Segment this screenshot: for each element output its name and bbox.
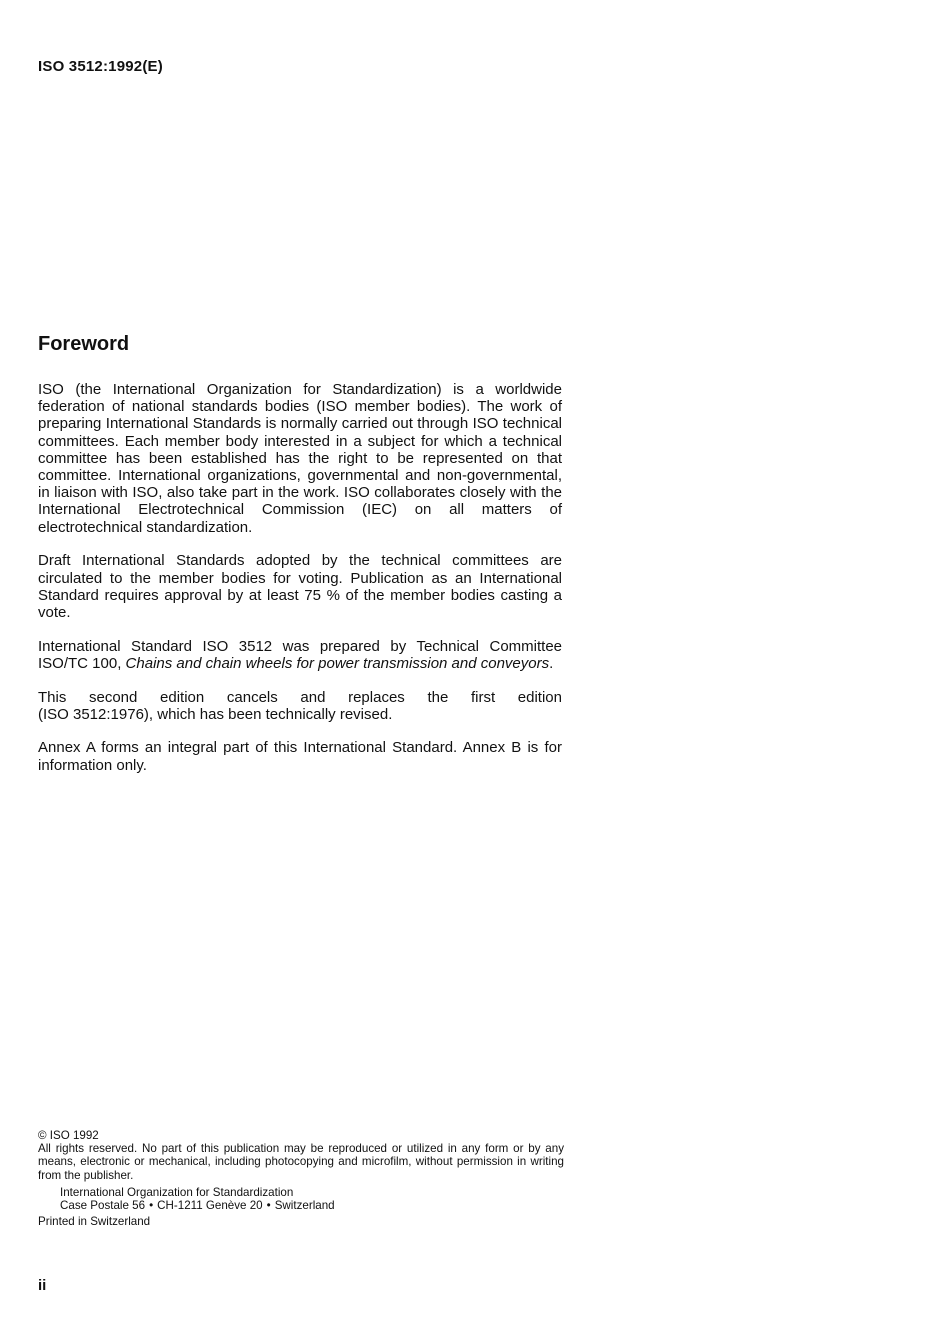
paragraph-4-line-2: (ISO 3512:1976), which has been technically revised.	[38, 705, 393, 723]
paragraph-3-text: International Standard ISO 3512 was prepared by Technical Committee ISO/TC 100,	[38, 637, 562, 672]
bullet-separator: •	[149, 1199, 154, 1213]
paragraph-4-line-1: This second edition cancels and replaces the first edition	[38, 688, 562, 706]
committee-title: Chains and chain wheels for power transmission and conveyors	[125, 654, 550, 672]
paragraph-3-end: .	[549, 654, 554, 672]
foreword-heading: Foreword	[38, 333, 130, 355]
address-postbox: Case Postale 56	[60, 1199, 146, 1213]
copyright-block	[38, 1129, 564, 1228]
document-id: ISO 3512:1992(E)	[38, 58, 163, 75]
copyright-notice: All rights reserved. No part of this publication may be reproduced or utilized in any form or by any means, electronic or mechanical, including photocopying and microfilm, without permission in writing from the publisher.	[38, 1142, 564, 1182]
foreword-paragraph-4	[38, 689, 562, 723]
foreword-paragraph-3	[38, 638, 562, 672]
foreword-body	[38, 381, 562, 790]
foreword-paragraph-1: ISO (the International Organization for Standardization) is a worldwide federation of national standards bodies (ISO member bodies). The work of preparing International Standards is normally carried out through ISO technical committees. Each member body interested in a subject for which a technical committee has been established has the right to be represented on that committee. International organizations, governmental and non-governmental, in liaison with ISO, also take part in the work. ISO collaborates closely with the International Electrotechnical Commission (IEC) on all matters of electrotechnical standardization.	[38, 381, 562, 536]
foreword-paragraph-5: Annex A forms an integral part of this International Standard. Annex B is for information only.	[38, 739, 562, 774]
page-number: ii	[38, 1277, 47, 1294]
foreword-paragraph-2: Draft International Standards adopted by the technical committees are circulated to the member bodies for voting. Publication as an International Standard requires approval by at least 75 % of the member bodies casting a vote.	[38, 552, 562, 621]
publisher-name: International Organization for Standardization	[60, 1185, 294, 1199]
printed-in: Printed in Switzerland	[38, 1215, 151, 1229]
copyright-symbol-line: © ISO 1992	[38, 1129, 99, 1142]
address-city: CH-1211 Genève 20	[157, 1199, 263, 1213]
publisher-address	[38, 1199, 564, 1212]
bullet-separator: •	[266, 1199, 271, 1213]
address-country: Switzerland	[274, 1199, 335, 1213]
